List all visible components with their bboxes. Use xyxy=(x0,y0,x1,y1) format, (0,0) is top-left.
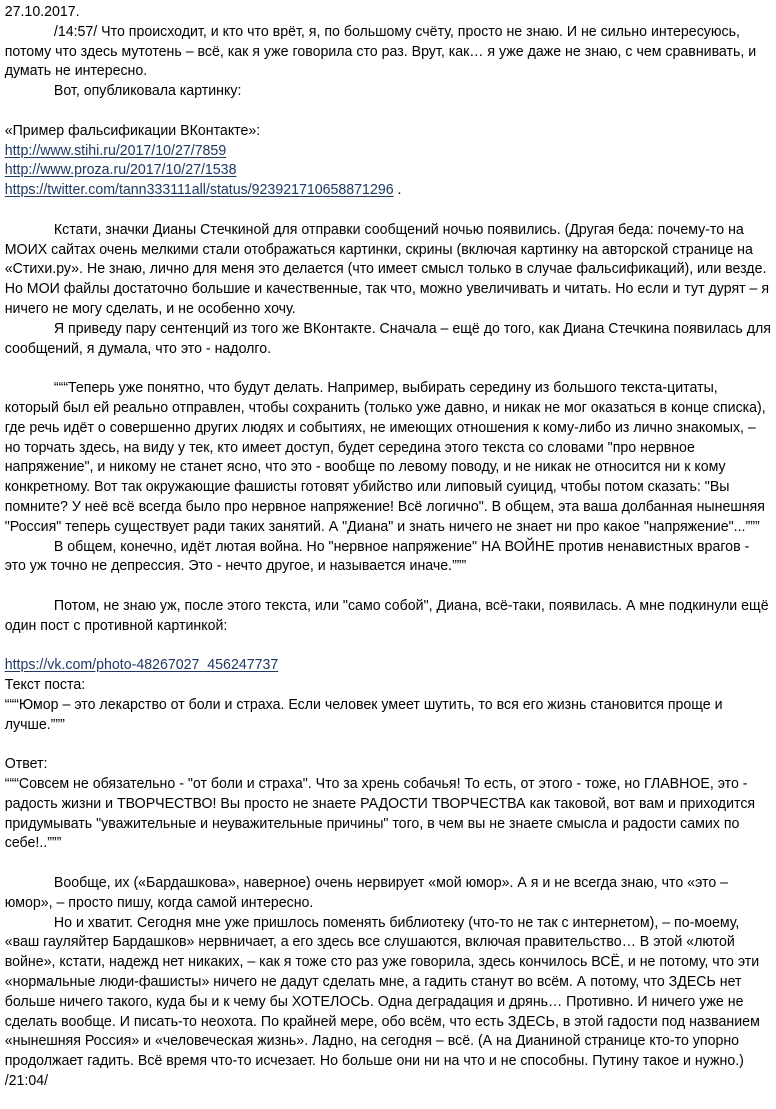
paragraph: «Пример фальсификации ВКонтакте»: xyxy=(4,121,261,139)
hyperlink[interactable]: http://www.proza.ru/2017/10/27/1538 xyxy=(4,161,237,179)
paragraph: “““Теперь уже понятно, что будут делать. Например, выбирать середину из большого текста-цитаты, который был ей реально отправлен, чтобы сохранить (только уже давно, и никак не мог оказаться в конце списка), где речь идёт о совершенно других людях и событиях, не имеющих отношения к кому-либо из лично знакомых, – но торчать здесь, на виду у тек, кто имеет доступ, будет середина этого текста со словами "про нервное напряжение", и никому не станет ясно, что это - вообще по левому поводу, и не никак не относится ни к кому конкретному. Вот так окружающие фашисты готовят убийство или липовый суицид, чтобы потом сказать: "Вы помните? У неё всё всегда было про нервное напряжение! Всё логично". В общем, эта ваша долбанная нынешняя "Россия" теперь существует ради таких занятий. А "Диана" и знать ничего не знает ни про какое "напряжение"...””” xyxy=(4,379,766,535)
paragraph: Вот, опубликовала картинку: xyxy=(53,82,242,100)
hyperlink[interactable]: https://twitter.com/tann333111all/status/923921710658871296 xyxy=(4,181,394,199)
paragraph: Ответ: xyxy=(4,755,48,773)
link-line xyxy=(5,655,772,675)
link-line xyxy=(5,160,772,180)
link-line xyxy=(5,141,772,161)
paragraph: В общем, конечно, идёт лютая война. Но "нервное напряжение" НА ВОЙНЕ против ненавистных врагов - это уж точно не депрессия. Это - нечто другое, и называется иначе.””” xyxy=(4,537,750,575)
paragraph: Текст поста: xyxy=(4,676,86,694)
paragraph: Вообще, их («Бардашкова», наверное) очень нервирует «мой юмор». А я и не всегда знаю, что «это – юмор», – просто пишу, когда самой интересно. xyxy=(4,874,729,911)
hyperlink[interactable]: https://vk.com/photo-48267027_456247737 xyxy=(4,656,279,674)
paragraph: Кстати, значки Дианы Стечкиной для отправки сообщений ночью появились. (Другая беда: почему-то на МОИХ сайтах очень мелкими стали отображаться картинки, скрины (включая картинку на авторской странице на «Стихи.ру». Не знаю, лично для меня это делается (что имеет смысл только в случае фальсификаций), или везде. Но МОИ файлы достаточно большие и качественные, так что, можно увеличивать и читать. Но если и тут дурят – я ничего не могу сделать, и не особенно хочу. xyxy=(4,220,770,317)
paragraph: “““Совсем не обязательно - "от боли и страха". Что за хрень собачья! То есть, от этого - тоже, но ГЛАВНОЕ, это - радость жизни и ТВОРЧЕСТВО! Вы просто не знаете РАДОСТИ ТВОРЧЕСТВА как таковой, вот вам и приходится придумывать "уважительные и неуважительные причины" того, в чем вы не знаете смысла и радости самих по себе!..””” xyxy=(4,775,756,852)
hyperlink[interactable]: http://www.stihi.ru/2017/10/27/7859 xyxy=(4,141,227,159)
paragraph: Но и хватит. Сегодня мне уже пришлось поменять библиотеку (что-то не так с интернетом), – по-моему, «ваш гауляйтер Бардашков» нервничает, а его здесь все слушаются, включая правительство… В этой «лютой войне», кстати, надежд нет никаких, – как я тоже сто раз уже говорила, здесь кончилось ВСЁ, и не потому, что эти «нормальные люди-фашисты» ничего не дадут сделать мне, а гадить станут во всём. А потому, что ЗДЕСЬ нет больше ничего такого, куда бы и к чему бы ХОТЕЛОСЬ. Одна деградация и дрянь… Противно. И ничего уже не сделать вообще. И писать-то неохота. По крайней мере, обо всём, что есть ЗДЕСЬ, в этой гадости под названием «нынешняя Россия» и «человеческая жизнь». Ладно, на сегодня – всё. (А на Дианиной странице кто-то упорно продолжает гадить. Всё время что-то исчезает. Но больше они ни на что и не способны. Путину такое и нужно.) /21:04/ xyxy=(4,913,760,1090)
date-line: 27.10.2017. xyxy=(4,3,80,20)
link-line xyxy=(5,180,772,200)
paragraph: /14:57/ Что происходит, и кто что врёт, я, по большому счёту, просто не знаю. И не сильно интересуюсь, потому что здесь мутотень – всё, как я уже говорила сто раз. Врут, как… я уже даже не знаю, с чем сравнивать, и думать не интересно. xyxy=(4,22,757,80)
paragraph: Потом, не знаю уж, после этого текста, или "само собой", Диана, всё-таки, появилась. А мне подкинули ещё один пост с противной картинкой: xyxy=(4,596,769,634)
paragraph: “““Юмор – это лекарство от боли и страха. Если человек умеет шутить, то вся его жизнь становится проще и лучше.””” xyxy=(4,695,723,733)
paragraph: Я приведу пару сентенций из того же ВКонтакте. Сначала – ещё до того, как Диана Стечкина появилась для сообщений, я думала, что это - надолго. xyxy=(4,319,771,357)
link-suffix: . xyxy=(393,181,402,199)
